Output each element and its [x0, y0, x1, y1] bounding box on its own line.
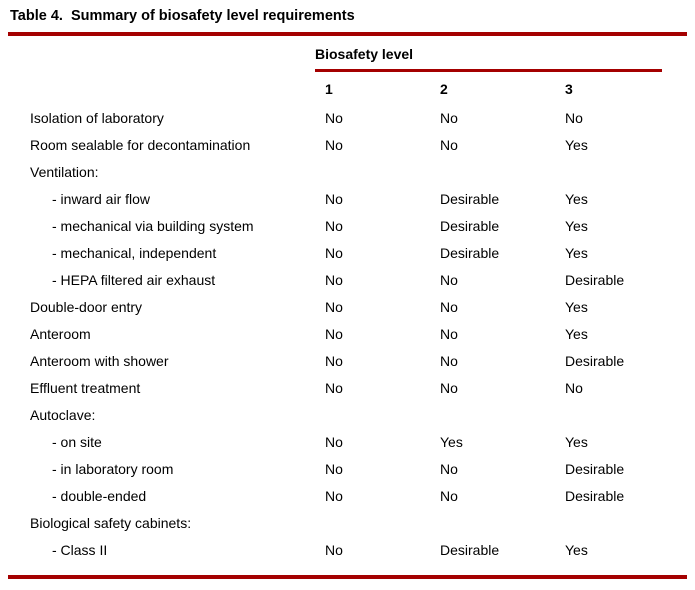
table-row: [30, 374, 687, 401]
row-value: Desirable: [440, 190, 500, 207]
row-label: Isolation of laboratory: [30, 109, 164, 126]
row-label: - inward air flow: [52, 190, 151, 207]
row-label: Ventilation:: [30, 163, 99, 180]
row-value: No: [325, 433, 343, 450]
row-label: - mechanical, independent: [52, 244, 217, 261]
row-value: Desirable: [565, 352, 625, 369]
column-header-spacer: [30, 81, 325, 97]
row-label: - double-ended: [52, 487, 147, 504]
table-row: [30, 185, 687, 212]
row-value: Desirable: [440, 541, 500, 558]
row-value: No: [325, 298, 343, 315]
row-value: Desirable: [565, 460, 625, 477]
row-value: No: [325, 136, 343, 153]
row-label: - Class II: [52, 541, 108, 558]
row-value: No: [565, 379, 583, 396]
bottom-rule: [8, 575, 687, 579]
table-title: Table 4. Summary of biosafety level requirements: [10, 8, 355, 24]
table-row: [30, 239, 687, 266]
row-value: No: [325, 217, 343, 234]
row-value: Yes: [565, 298, 588, 315]
table-row: [30, 482, 687, 509]
row-value: No: [325, 541, 343, 558]
row-label: Biological safety cabinets:: [30, 514, 192, 531]
row-value: Yes: [565, 136, 588, 153]
row-value: No: [440, 271, 458, 288]
table-row: [30, 131, 687, 158]
row-value: Desirable: [565, 271, 625, 288]
row-value: Desirable: [440, 244, 500, 261]
biosafety-table: [8, 46, 687, 563]
row-value: Yes: [565, 217, 588, 234]
row-value: No: [325, 487, 343, 504]
table-row: [30, 320, 687, 347]
row-value: No: [325, 460, 343, 477]
row-value: No: [325, 109, 343, 126]
top-rule: [8, 32, 687, 36]
row-value: No: [440, 298, 458, 315]
row-label: - on site: [52, 433, 102, 450]
table-rows: [30, 104, 687, 563]
table-row: [30, 293, 687, 320]
row-value: Yes: [565, 541, 588, 558]
row-label: Autoclave:: [30, 406, 96, 423]
row-value: No: [325, 325, 343, 342]
row-label: Double-door entry: [30, 298, 143, 315]
column-header-3: 3: [565, 81, 573, 97]
row-label: Room sealable for decontamination: [30, 136, 251, 153]
row-value: Yes: [565, 244, 588, 261]
row-value: No: [325, 271, 343, 288]
table-row: [30, 428, 687, 455]
row-value: Yes: [565, 325, 588, 342]
row-value: No: [440, 352, 458, 369]
row-label: Anteroom: [30, 325, 91, 342]
table-row: [30, 455, 687, 482]
group-header-label: Biosafety level: [315, 46, 662, 72]
table-row: [30, 536, 687, 563]
row-value: No: [565, 109, 583, 126]
row-value: No: [440, 379, 458, 396]
row-value: Yes: [565, 190, 588, 207]
table-row: [30, 266, 687, 293]
row-value: No: [325, 379, 343, 396]
row-value: Desirable: [440, 217, 500, 234]
column-header-row: [30, 72, 687, 104]
row-value: Yes: [565, 433, 588, 450]
row-value: No: [440, 136, 458, 153]
column-header-2: 2: [440, 81, 448, 97]
row-label: Effluent treatment: [30, 379, 141, 396]
table-row: [30, 104, 687, 131]
table-row: [30, 509, 687, 536]
table-row: [30, 158, 687, 185]
row-label: Anteroom with shower: [30, 352, 169, 369]
group-header-row: [30, 46, 662, 72]
row-label: - HEPA filtered air exhaust: [52, 271, 216, 288]
row-value: No: [440, 460, 458, 477]
row-value: Desirable: [565, 487, 625, 504]
table-row: [30, 401, 687, 428]
row-value: Yes: [440, 433, 463, 450]
table-row: [30, 212, 687, 239]
row-value: No: [440, 487, 458, 504]
row-value: No: [440, 109, 458, 126]
row-value: No: [325, 244, 343, 261]
group-header-spacer: [30, 46, 315, 72]
row-value: No: [325, 352, 343, 369]
column-header-1: 1: [325, 81, 333, 97]
table-row: [30, 347, 687, 374]
row-value: No: [440, 325, 458, 342]
row-value: No: [325, 190, 343, 207]
row-label: - mechanical via building system: [52, 217, 254, 234]
row-label: - in laboratory room: [52, 460, 174, 477]
